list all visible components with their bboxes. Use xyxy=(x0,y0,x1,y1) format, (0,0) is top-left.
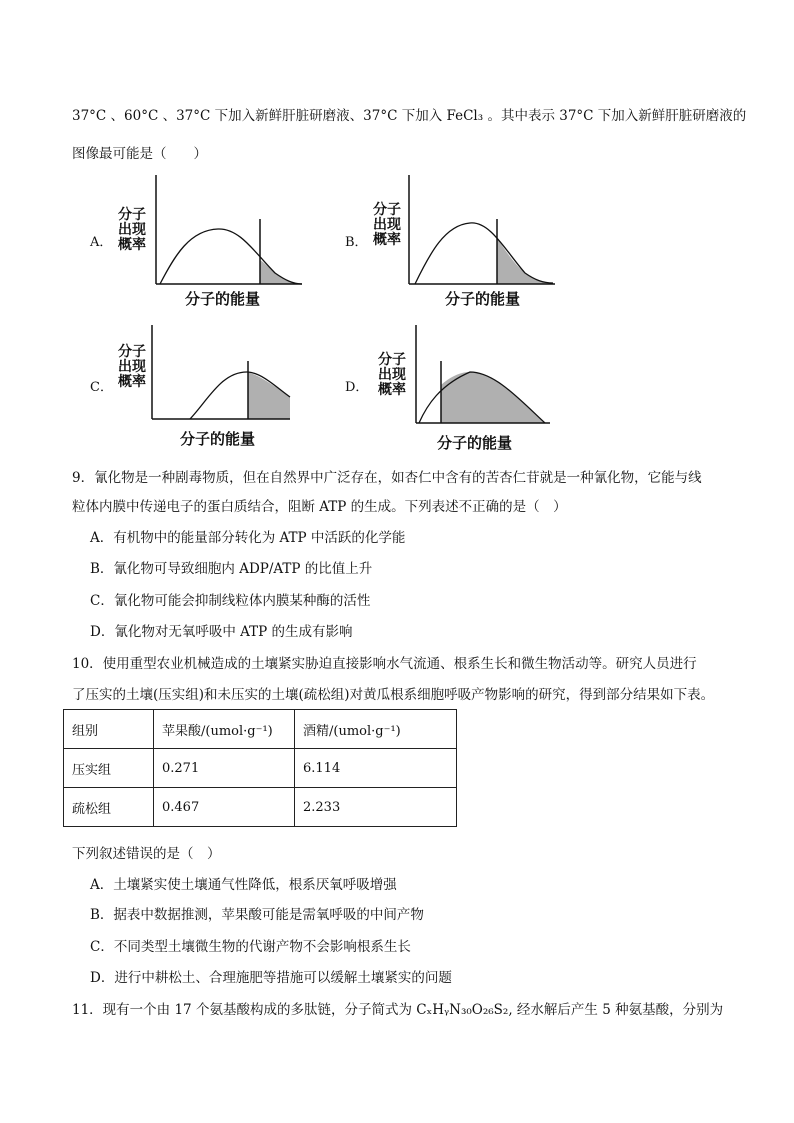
table-cell: 6.114 xyxy=(295,749,457,788)
graph-a xyxy=(90,175,310,315)
y-axis-label: 分子 出现 概率 xyxy=(378,352,406,398)
x-axis-label: 分子的能量 xyxy=(445,290,521,308)
table-row xyxy=(64,749,457,788)
table-cell: 疏松组 xyxy=(64,788,154,827)
results-table xyxy=(63,709,457,827)
table-header-cell: 苹果酸/(umol·g⁻¹) xyxy=(154,710,295,749)
table-cell: 0.467 xyxy=(154,788,295,827)
table-header-cell: 组别 xyxy=(64,710,154,749)
table-cell: 压实组 xyxy=(64,749,154,788)
option-label-d: D． xyxy=(345,380,369,395)
y-axis-label: 分子 出现 概率 xyxy=(118,207,146,253)
x-axis-label: 分子的能量 xyxy=(185,290,261,308)
graph-c xyxy=(90,325,310,450)
option-label-b: B． xyxy=(345,235,368,250)
option-label-c: C． xyxy=(90,380,113,395)
x-axis-label: 分子的能量 xyxy=(437,434,513,452)
question-9-option: B．氰化物可导致细胞内 ADP/ATP 的比值上升 xyxy=(90,561,373,577)
x-axis-label: 分子的能量 xyxy=(180,430,256,448)
y-axis-label: 分子 出现 概率 xyxy=(373,202,401,248)
question-10-text: 10．使用重型农业机械造成的土壤紧实胁迫直接影响水气流通、根系生长和微生物活动等。研究人员进行 xyxy=(72,656,697,672)
question-11-text: 11．现有一个由 17 个氨基酸构成的多肽链，分子简式为 CₓHᵧN₃₀O₂₆S₂, 经水解后产生 5 种氨基酸，分别为 xyxy=(72,1002,724,1018)
question-9-option: D．氰化物对无氧呼吸中 ATP 的生成有影响 xyxy=(90,624,353,640)
question-10-text: 了压实的土壤(压实组)和未压实的土壤(疏松组)对黄瓜根系细胞呼吸产物影响的研究，得到部分结果如下表。 xyxy=(72,687,715,703)
y-axis-label: 分子 出现 概率 xyxy=(118,344,146,390)
question-9-option: C．氰化物可能会抑制线粒体内膜某种酶的活性 xyxy=(90,593,371,609)
question-9-text: 粒体内膜中传递电子的蛋白质结合，阻断 ATP 的生成。下列表述不正确的是（ ） xyxy=(72,499,567,515)
table-row xyxy=(64,788,457,827)
question-text: 37°C 、60°C 、37°C 下加入新鲜肝脏研磨液、37°C 下加入 FeCl₃ 。其中表示 37°C 下加入新鲜肝脏研磨液的 xyxy=(72,108,747,124)
question-10-option: C．不同类型土壤微生物的代谢产物不会影响根系生长 xyxy=(90,939,411,955)
question-10-option: B．据表中数据推测，苹果酸可能是需氧呼吸的中间产物 xyxy=(90,907,424,923)
question-9-text: 9．氰化物是一种剧毒物质，但在自然界中广泛存在，如杏仁中含有的苦杏仁苷就是一种氰化物，它能与线 xyxy=(72,470,702,486)
table-header-cell: 酒精/(umol·g⁻¹) xyxy=(295,710,457,749)
table-cell: 2.233 xyxy=(295,788,457,827)
question-text: 图像最可能是（ ） xyxy=(72,146,207,162)
graph-b xyxy=(345,175,565,315)
question-10-prompt: 下列叙述错误的是（ ） xyxy=(72,846,221,862)
question-10-option: A．土壤紧实使土壤通气性降低，根系厌氧呼吸增强 xyxy=(90,877,397,893)
table-cell: 0.271 xyxy=(154,749,295,788)
graph-d xyxy=(345,325,565,455)
question-10-option: D．进行中耕松土、合理施肥等措施可以缓解土壤紧实的问题 xyxy=(90,970,452,986)
question-9-option: A．有机物中的能量部分转化为 ATP 中活跃的化学能 xyxy=(90,530,406,546)
table-header-row xyxy=(64,710,457,749)
option-label-a: A． xyxy=(90,235,113,250)
